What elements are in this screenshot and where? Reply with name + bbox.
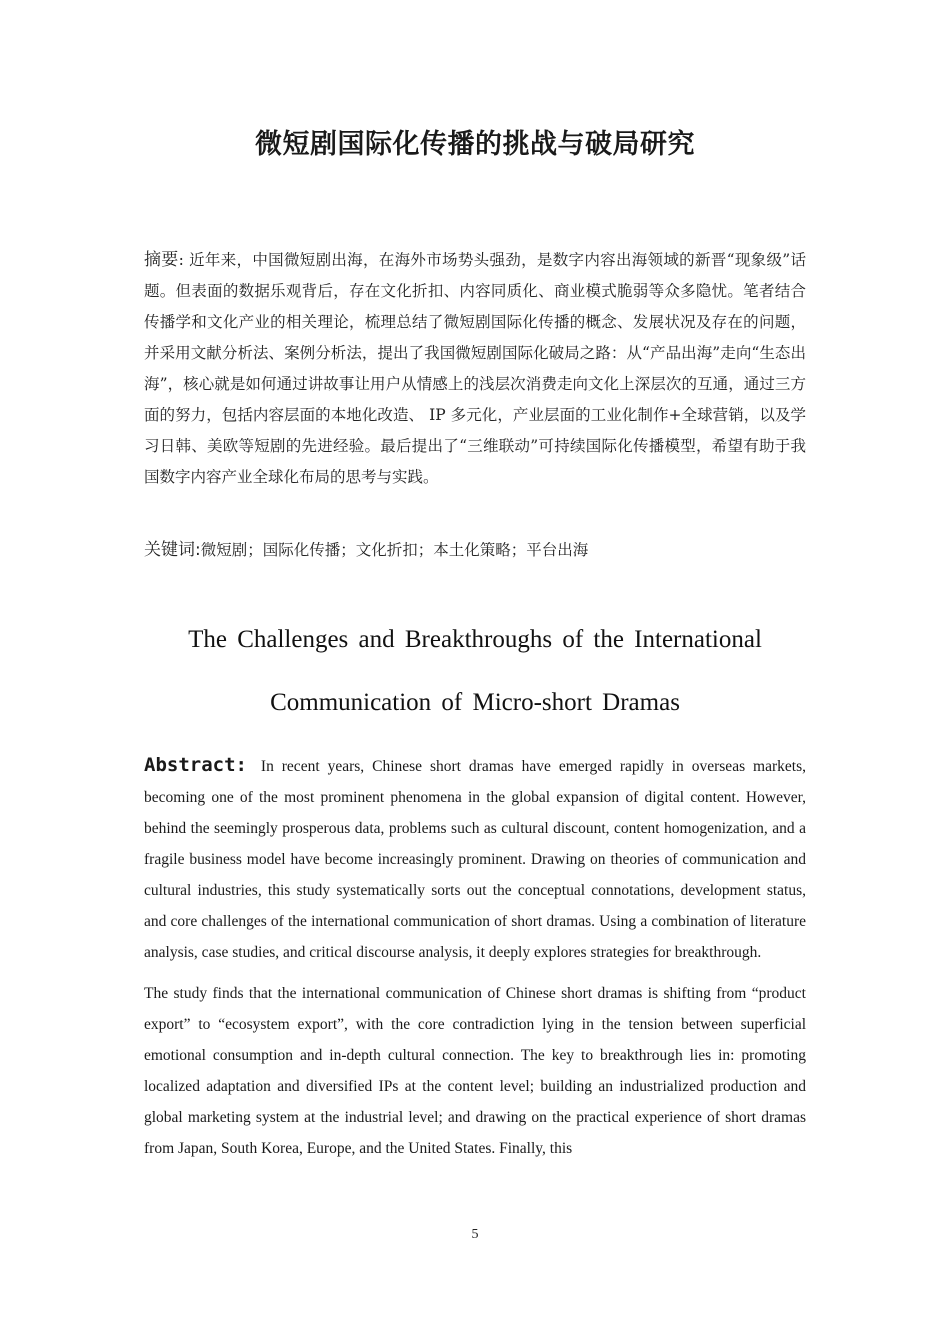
chinese-keywords-text: 微短剧；国际化传播；文化折扣；本土化策略；平台出海 xyxy=(200,541,589,559)
english-abstract-label: Abstract: xyxy=(144,754,247,776)
english-title-line-2: Communication of Micro-short Dramas xyxy=(270,689,680,716)
english-title xyxy=(120,608,830,734)
chinese-keywords xyxy=(144,536,806,564)
english-title-line-1: The Challenges and Breakthroughs of the International xyxy=(188,626,762,653)
chinese-abstract xyxy=(144,245,806,493)
english-abstract-paragraph-1-text: In recent years, Chinese short dramas have emerged rapidly in overseas markets, becoming one of the most prominent phenomena in the global expansion of digital content. However, behind the seemingly prosperous data, problems such as cultural discount, content homogenization, and a fragile business model have become increasingly prominent. Drawing on theories of communication and cultural industries, this study systematically sorts out the conceptual connotations, development status, and core challenges of the international communication of short dramas. Using a combination of literature analysis, case studies, and critical discourse analysis, it deeply explores strategies for breakthrough. xyxy=(144,758,806,961)
english-abstract xyxy=(144,750,806,1174)
chinese-keywords-label: 关键词: xyxy=(144,540,201,560)
chinese-abstract-separator: : xyxy=(178,251,190,269)
chinese-abstract-label: 摘要 xyxy=(144,250,179,270)
chinese-title: 微短剧国际化传播的挑战与破局研究 xyxy=(255,129,695,160)
english-abstract-paragraph-2: The study finds that the international communication of Chinese short dramas is shifting from “product export” to “ecosystem export”, with the core contradiction lying in the tension between superficial emotional consumption and in-depth cultural connection. The key to breakthrough lies in: promoting localized adaptation and diversified IPs at the content level; building an industrialized production and global marketing system at the industrial level; and drawing on the practical experience of short dramas from Japan, South Korea, Europe, and the United States. Finally, this xyxy=(144,985,806,1157)
page-number: 5 xyxy=(471,1227,479,1242)
english-abstract-paragraph-1 xyxy=(144,750,806,968)
chinese-abstract-text: 近年来，中国微短剧出海，在海外市场势头强劲，是数字内容出海领域的新晋“现象级”话题。但表面的数据乐观背后，存在文化折扣、内容同质化、商业模式脆弱等众多隐忧。笔者结合传播学和文化产业的相关理论，梳理总结了微短剧国际化传播的概念、发展状况及存在的问题，并采用文献分析法、案例分析法，提出了我国微短剧国际化破局之路：从“产品出海”走向“生态出海”，核心就是如何通过讲故事让用户从情感上的浅层次消费走向文化上深层次的互通，通过三方面的努力，包括内容层面的本地化改造、 IP 多元化，产业层面的工业化制作+全球营销，以及学习日韩、美欧等短剧的先进经验。最后提出了“三维联动”可持续国际化传播模型，希望有助于我国数字内容产业全球化布局的思考与实践。 xyxy=(144,251,807,486)
